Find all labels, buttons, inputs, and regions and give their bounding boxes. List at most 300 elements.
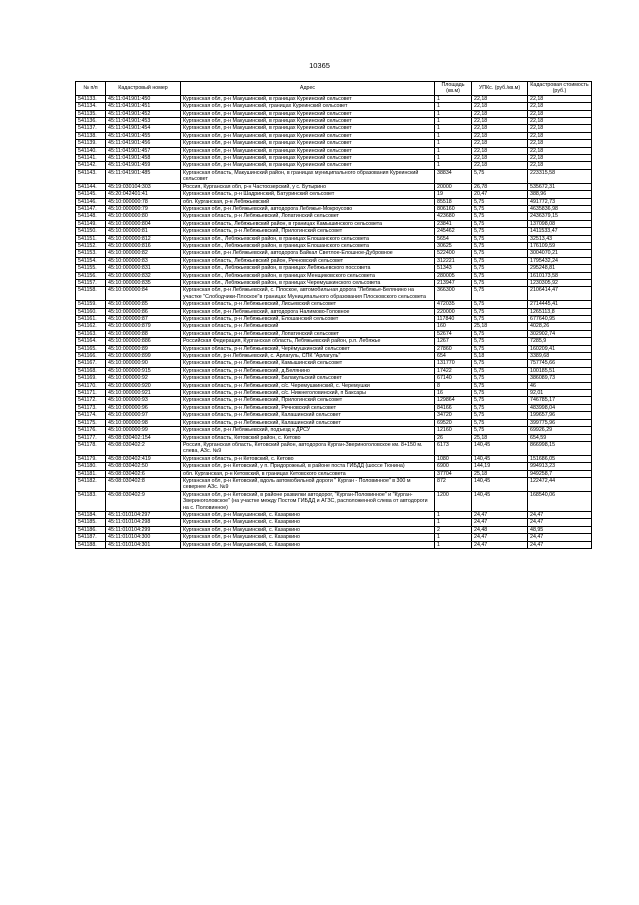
cell-cadastral-value: 176109,59 [528, 242, 592, 249]
cell-cadastral-value: 491772,73 [528, 198, 592, 205]
cell-area: 117840 [435, 316, 472, 323]
cell-area: 423680 [435, 213, 472, 220]
cell-index: 541140. [76, 147, 106, 154]
cell-cadastral-value: 92,01 [528, 390, 592, 397]
cell-index: 541151. [76, 235, 106, 242]
cell-upks: 22,18 [472, 155, 528, 162]
table-row [76, 162, 592, 169]
cell-address: Курганская обл, р-н Макушинский, в границах Куреинский сельсовет [181, 110, 435, 117]
cell-cadastral-value: 24,47 [528, 541, 592, 548]
cell-index: 541181. [76, 470, 106, 477]
cell-upks: 5,75 [472, 382, 528, 389]
cell-index: 541133. [76, 95, 106, 102]
cell-area: 27860 [435, 345, 472, 352]
table-row [76, 455, 592, 462]
cell-area: 129864 [435, 397, 472, 404]
cell-cadastral-number: 45:10:000000:85 [106, 301, 181, 308]
cell-upks: 22,18 [472, 125, 528, 132]
cell-cadastral-value: 388,96 [528, 191, 592, 198]
cell-area: 30625 [435, 242, 472, 249]
cell-address: Курганская область, р-н Лебяжьевский, Лопатинский сельсовет [181, 213, 435, 220]
cell-area: 522400 [435, 250, 472, 257]
cell-area: 8 [435, 382, 472, 389]
cell-upks: 22,18 [472, 140, 528, 147]
cell-address: Курганская обл, р-н Лебяжьевский, с. Плоское, автомобильная дорога "Лебяжье-Белянино на участке "Слободчики-Плоское"в границах Муниципального образования Плосковского сельсовета [181, 287, 435, 301]
cell-cadastral-number: 45:11:041901:450 [106, 95, 181, 102]
cell-cadastral-number: 45:10:000000:93 [106, 397, 181, 404]
cell-address: обл. Курганская, р-н Кетовский, в границах Кетовского сельсовета [181, 470, 435, 477]
cell-area: 1 [435, 162, 472, 169]
table-row [76, 491, 592, 511]
cell-cadastral-number: 45:11:010104:298 [106, 519, 181, 526]
cell-cadastral-number: 45:10:000000:920 [106, 382, 181, 389]
table-row [76, 330, 592, 337]
cell-address: Курганская обл., Лебяжьевский район, в границах Черемушкинского сельсовета [181, 279, 435, 286]
cell-cadastral-value: 746785,17 [528, 397, 592, 404]
cell-index: 541161. [76, 316, 106, 323]
cell-area: 1 [435, 519, 472, 526]
cell-cadastral-number: 45:20:042401:41 [106, 191, 181, 198]
cell-upks: 5,75 [472, 330, 528, 337]
cell-cadastral-number: 45:10:000000:78 [106, 198, 181, 205]
cell-area: 85518 [435, 198, 472, 205]
cell-cadastral-number: 45:11:041901:485 [106, 169, 181, 183]
cell-upks: 5,75 [472, 213, 528, 220]
cell-cadastral-number: 45:10:000000:80 [106, 213, 181, 220]
table-row [76, 367, 592, 374]
cell-upks: 24,48 [472, 526, 528, 533]
cell-cadastral-value: 24,47 [528, 511, 592, 518]
cell-area: 1 [435, 103, 472, 110]
cell-address: Курганская область, р-н Лебяжьевский, с/с. Нижнеголовинский, п Баксары [181, 390, 435, 397]
cell-address: Курганская обл, р-н Макушинский, в границах Куреинский сельсовет [181, 140, 435, 147]
cell-area: 34720 [435, 412, 472, 419]
cell-index: 541170. [76, 382, 106, 389]
cell-area: 213947 [435, 279, 472, 286]
cell-index: 541168. [76, 367, 106, 374]
cell-area: 1080 [435, 455, 472, 462]
cell-index: 541175. [76, 419, 106, 426]
cell-cadastral-number: 45:11:041901:455 [106, 132, 181, 139]
cell-address: Курганская обл., Лебяжьевский район, в границах Елошанского сельсовета [181, 242, 435, 249]
cell-address: Курганская область, р-н Шадринский, Батуринский сельсовет [181, 191, 435, 198]
cell-cadastral-number: 45:08:030402:8 [106, 477, 181, 491]
cell-upks: 22,18 [472, 110, 528, 117]
header-address: Адрес [181, 82, 435, 96]
cell-cadastral-value: 7285,9 [528, 338, 592, 345]
cell-address: Курганская область, Лебяжьевский район, в границах Камышинского сельсовета [181, 220, 435, 227]
table-row [76, 541, 592, 548]
cell-address: Курганская обл, р-н Макушинский, в границах Куреинский сельсовет [181, 118, 435, 125]
table-row [76, 287, 592, 301]
cell-upks: 5,75 [472, 427, 528, 434]
cell-address: Курганская область, Лебяжьевский район, Речновский сельсовет [181, 257, 435, 264]
cell-index: 541166. [76, 353, 106, 360]
cell-index: 541134. [76, 103, 106, 110]
cell-cadastral-value: 4028,26 [528, 323, 592, 330]
cell-cadastral-number: 45:10:000000:804 [106, 220, 181, 227]
cell-upks: 5,75 [472, 279, 528, 286]
cell-cadastral-number: 45:10:000000:89 [106, 345, 181, 352]
page-number: 10365 [309, 61, 330, 70]
cell-index: 541167. [76, 360, 106, 367]
cell-cadastral-value: 22,18 [528, 110, 592, 117]
cell-index: 541141. [76, 155, 106, 162]
table-row [76, 397, 592, 404]
cell-upks: 140,45 [472, 477, 528, 491]
cell-area: 1 [435, 110, 472, 117]
cell-area: 131770 [435, 360, 472, 367]
cell-area: 1 [435, 534, 472, 541]
cell-cadastral-value: 757745,66 [528, 360, 592, 367]
cell-address: Курганская обл, р-н Макушинский, в границах Куреинский сельсовет [181, 95, 435, 102]
cell-upks: 5,75 [472, 265, 528, 272]
cell-area: 312221 [435, 257, 472, 264]
cell-cadastral-number: 45:08:030402:50 [106, 463, 181, 470]
cell-area: 654 [435, 353, 472, 360]
cell-index: 541146. [76, 198, 106, 205]
cell-index: 541172. [76, 397, 106, 404]
cell-address: Курганская обл, р-н Макушинский, с. Казаркино [181, 526, 435, 533]
table-row [76, 434, 592, 441]
cell-area: 160 [435, 323, 472, 330]
cell-cadastral-number: 45:10:000000:83 [106, 257, 181, 264]
cell-index: 541147. [76, 205, 106, 212]
cell-upks: 5,75 [472, 404, 528, 411]
cell-address: Курганская область, р-н Лебяжьевский, Прилогинский сельсовет [181, 228, 435, 235]
cell-area: 52674 [435, 330, 472, 337]
cell-upks: 26,78 [472, 183, 528, 190]
table-row [76, 250, 592, 257]
cell-index: 541185. [76, 519, 106, 526]
cell-cadastral-value: 22,18 [528, 103, 592, 110]
cell-upks: 5,75 [472, 301, 528, 308]
table-row [76, 316, 592, 323]
cell-cadastral-value: 151686,05 [528, 455, 592, 462]
cell-area: 6900 [435, 463, 472, 470]
cell-address: Курганская область, р-н Лебяжьевский, д.Белянино [181, 367, 435, 374]
cell-area: 245462 [435, 228, 472, 235]
cell-cadastral-number: 45:11:010104:301 [106, 541, 181, 548]
cell-cadastral-value: 535672,31 [528, 183, 592, 190]
cell-cadastral-number: 45:10:000000:816 [106, 242, 181, 249]
cell-address: Курганская обл, р-н Кетовский, вдоль автомобильной дороги " Курган - Половинное" в 300 м севернее АЗс. №9 [181, 477, 435, 491]
cell-cadastral-number: 45:10:000000:86 [106, 308, 181, 315]
cell-cadastral-number: 45:11:041901:454 [106, 125, 181, 132]
header-upks: УПКс. (руб./кв.м) [472, 82, 528, 96]
cell-cadastral-value: 1610173,58 [528, 272, 592, 279]
table-row [76, 103, 592, 110]
cell-cadastral-number: 45:08:030402:9 [106, 491, 181, 511]
cell-address: Курганская обл, р-н Лебяжьевский, с. Арлагуль, СПК "Арлагуль" [181, 353, 435, 360]
cell-upks: 24,47 [472, 534, 528, 541]
cell-address: Курганская обл, р-н Макушинский, в границах Куреинский сельсовет [181, 155, 435, 162]
cell-cadastral-number: 45:10:000000:84 [106, 287, 181, 301]
cell-address: Курганская обл., Лебяжьевский район, в границах Елошанского сельсовета [181, 235, 435, 242]
cell-upks: 5,75 [472, 338, 528, 345]
cell-cadastral-number: 45:10:000000:899 [106, 353, 181, 360]
table-row [76, 390, 592, 397]
cell-cadastral-value: 168540,06 [528, 491, 592, 511]
table-row [76, 441, 592, 455]
cell-cadastral-value: 949258,7 [528, 470, 592, 477]
cell-cadastral-value: 4635836,98 [528, 205, 592, 212]
cell-cadastral-number: 45:11:010104:300 [106, 534, 181, 541]
table-row [76, 198, 592, 205]
table-row [76, 404, 592, 411]
table-row [76, 279, 592, 286]
cell-index: 541148. [76, 213, 106, 220]
cell-cadastral-number: 45:08:030402:419 [106, 455, 181, 462]
table-row [76, 345, 592, 352]
cell-index: 541154. [76, 257, 106, 264]
table-row [76, 419, 592, 426]
cell-upks: 5,75 [472, 198, 528, 205]
header-area: Площадь (кв.м) [435, 82, 472, 96]
cell-upks: 5,75 [472, 220, 528, 227]
table-row [76, 228, 592, 235]
cell-cadastral-number: 45:10:000000:81 [106, 228, 181, 235]
cell-cadastral-value: 677640,95 [528, 316, 592, 323]
cell-cadastral-number: 45:11:041901:458 [106, 155, 181, 162]
cell-index: 541177. [76, 434, 106, 441]
cell-upks: 5,75 [472, 316, 528, 323]
cell-cadastral-value: 24,47 [528, 519, 592, 526]
cell-index: 541138. [76, 132, 106, 139]
table-row [76, 205, 592, 212]
cell-address: Курганская обл, р-н Лебяжьевский, автодорога Лебяжье-Мокроусово [181, 205, 435, 212]
header-cadastral-number: Кадастровый номер [106, 82, 181, 96]
cell-index: 541143. [76, 169, 106, 183]
cell-cadastral-number: 45:10:000000:82 [106, 250, 181, 257]
cell-area: 67140 [435, 375, 472, 382]
cell-cadastral-value: 1411533,47 [528, 228, 592, 235]
cell-upks: 22,18 [472, 118, 528, 125]
cell-upks: 5,75 [472, 250, 528, 257]
table-row [76, 519, 592, 526]
cell-upks: 22,18 [472, 162, 528, 169]
cell-address: Россия, Курганская обл, р-н Частоозерский, у с. Бутырино [181, 183, 435, 190]
cell-cadastral-number: 45:10:000000:88 [106, 330, 181, 337]
cell-cadastral-number: 45:11:010104:297 [106, 511, 181, 518]
table-row [76, 220, 592, 227]
cell-cadastral-number: 45:10:000000:812 [106, 235, 181, 242]
cell-upks: 5,75 [472, 397, 528, 404]
cell-address: Курганская обл, р-н Макушинский, в границах Куреинский сельсовет [181, 147, 435, 154]
cell-area: 806160 [435, 205, 472, 212]
cell-address: Курганская обл, р-н Макушинский, с. Казаркино [181, 519, 435, 526]
cell-cadastral-value: 2436379,15 [528, 213, 592, 220]
cell-index: 541153. [76, 250, 106, 257]
cell-cadastral-value: 22,18 [528, 125, 592, 132]
cell-index: 541178. [76, 441, 106, 455]
cell-index: 541159. [76, 301, 106, 308]
cell-cadastral-number: 45:11:041901:457 [106, 147, 181, 154]
cell-area: 366300 [435, 287, 472, 301]
cell-cadastral-number: 45:11:041901:453 [106, 118, 181, 125]
cell-index: 541160. [76, 308, 106, 315]
cell-index: 541180. [76, 463, 106, 470]
cell-cadastral-value: 22,18 [528, 147, 592, 154]
table-row [76, 301, 592, 308]
cell-cadastral-value: 3389,68 [528, 353, 592, 360]
table-row [76, 257, 592, 264]
cell-cadastral-value: 1795432,24 [528, 257, 592, 264]
table-row [76, 338, 592, 345]
cell-address: Курганская область, р-н Лебяжьевский, Балакульский сельсовет [181, 375, 435, 382]
cell-cadastral-value: 122472,44 [528, 477, 592, 491]
cell-area: 12160 [435, 427, 472, 434]
cell-area: 472035 [435, 301, 472, 308]
table-row [76, 155, 592, 162]
cell-cadastral-value: 2714445,41 [528, 301, 592, 308]
cell-index: 541165. [76, 345, 106, 352]
cell-cadastral-value: 24,47 [528, 534, 592, 541]
table-row [76, 132, 592, 139]
cell-upks: 5,75 [472, 169, 528, 183]
cell-index: 541149. [76, 220, 106, 227]
cell-cadastral-value: 654,59 [528, 434, 592, 441]
cell-upks: 5,75 [472, 272, 528, 279]
cell-area: 1 [435, 95, 472, 102]
cell-index: 541176. [76, 427, 106, 434]
cell-index: 541179. [76, 455, 106, 462]
cell-index: 541163. [76, 330, 106, 337]
table-row [76, 323, 592, 330]
cell-cadastral-number: 45:08:030402:2 [106, 441, 181, 455]
cell-index: 541184. [76, 511, 106, 518]
cell-address: Курганская обл, р-н Лебяжьевский, автодорога Байкал Светлое-Елошное-Дубровное [181, 250, 435, 257]
cell-index: 541144. [76, 183, 106, 190]
cell-upks: 5,75 [472, 390, 528, 397]
table-row [76, 95, 592, 102]
cell-address: Курганская обл, р-н Макушинский, в границах Куреинский сельсовет [181, 125, 435, 132]
cell-area: 1 [435, 511, 472, 518]
cell-area: 6173 [435, 441, 472, 455]
cell-cadastral-value: 994913,23 [528, 463, 592, 470]
table-row [76, 477, 592, 491]
cell-index: 541157. [76, 279, 106, 286]
cell-index: 541173. [76, 404, 106, 411]
cell-upks: 22,18 [472, 103, 528, 110]
cell-address: Курганская обл, р-н Макушинский, границах Куреинский сельсовет [181, 103, 435, 110]
table-row [76, 110, 592, 117]
cell-index: 541171. [76, 390, 106, 397]
cell-index: 541145. [76, 191, 106, 198]
cell-index: 541182. [76, 477, 106, 491]
table-row [76, 463, 592, 470]
cell-cadastral-value: 399775,96 [528, 419, 592, 426]
cell-cadastral-number: 45:11:010104:299 [106, 526, 181, 533]
cell-address: Курганская область, р-н Лебяжьевский, Прилогинский сельсовет [181, 397, 435, 404]
cell-address: Курганская область, Макушинский район, в границах муниципального образования Куреинский сельсовет [181, 169, 435, 183]
cell-address: Курганская обл, р-н Лебяжьевский, подъезд к ДРСУ [181, 427, 435, 434]
table-body [76, 95, 592, 548]
cell-cadastral-number: 45:10:000000:831 [106, 265, 181, 272]
cell-upks: 140,45 [472, 455, 528, 462]
cell-cadastral-value: 199657,96 [528, 412, 592, 419]
cell-cadastral-number: 45:10:000000:879 [106, 323, 181, 330]
cell-cadastral-value: 22,18 [528, 155, 592, 162]
cell-upks: 5,75 [472, 287, 528, 301]
cell-cadastral-number: 45:10:000000:832 [106, 272, 181, 279]
cell-area: 2 [435, 526, 472, 533]
cell-address: Курганская обл, р-н Макушинский, в границах Куреинский сельсовет [181, 162, 435, 169]
cell-index: 541139. [76, 140, 106, 147]
cell-cadastral-number: 45:11:041901:456 [106, 140, 181, 147]
cell-area: 1 [435, 140, 472, 147]
cell-address: Курганская область, р-н Лебяжьевский [181, 323, 435, 330]
table-row [76, 125, 592, 132]
cell-cadastral-number: 45:10:000000:99 [106, 427, 181, 434]
cell-address: Курганская область, р-н Лебяжьевский, Елошанский сельсовет [181, 316, 435, 323]
cell-area: 1 [435, 132, 472, 139]
table-row [76, 191, 592, 198]
cell-cadastral-value: 223315,58 [528, 169, 592, 183]
cell-cadastral-number: 45:10:000000:921 [106, 390, 181, 397]
table-row [76, 427, 592, 434]
cell-upks: 5,75 [472, 367, 528, 374]
cell-area: 220000 [435, 308, 472, 315]
cell-cadastral-value: 3004070,21 [528, 250, 592, 257]
cell-upks: 5,75 [472, 345, 528, 352]
table-row [76, 118, 592, 125]
header-cadastral-value: Кадастровая стоимость (руб.) [528, 82, 592, 96]
cell-cadastral-number: 45:11:041901:459 [106, 162, 181, 169]
cell-area: 1 [435, 147, 472, 154]
cell-cadastral-number: 45:08:030402:154 [106, 434, 181, 441]
cell-cadastral-value: 1230305,92 [528, 279, 592, 286]
table-row [76, 235, 592, 242]
header-index: № п/п [76, 82, 106, 96]
table-header-row [76, 82, 592, 96]
cell-index: 541150. [76, 228, 106, 235]
table-row [76, 242, 592, 249]
cell-cadastral-value: 32513,43 [528, 235, 592, 242]
table-row [76, 140, 592, 147]
cell-area: 69520 [435, 419, 472, 426]
cell-cadastral-value: 46 [528, 382, 592, 389]
cell-area: 38834 [435, 169, 472, 183]
cell-area: 51343 [435, 265, 472, 272]
cell-index: 541152. [76, 242, 106, 249]
cell-upks: 5,75 [472, 419, 528, 426]
cell-cadastral-value: 22,18 [528, 140, 592, 147]
cell-cadastral-number: 45:19:030104:303 [106, 183, 181, 190]
cell-cadastral-value: 2106414,47 [528, 287, 592, 301]
cell-cadastral-value: 48,95 [528, 526, 592, 533]
cell-cadastral-value: 483998,04 [528, 404, 592, 411]
cell-area: 1 [435, 118, 472, 125]
cell-address: Курганская обл, р-н Кетовский, у п. Придорожный, в районе поста ГИБДД (шоссе Тюнина) [181, 463, 435, 470]
cell-cadastral-number: 45:10:000000:96 [106, 404, 181, 411]
cell-cadastral-number: 45:11:041901:451 [106, 103, 181, 110]
cell-upks: 22,18 [472, 95, 528, 102]
cell-cadastral-value: 22,18 [528, 162, 592, 169]
cell-cadastral-number: 45:10:000000:915 [106, 367, 181, 374]
cell-index: 541137. [76, 125, 106, 132]
cell-area: 280005 [435, 272, 472, 279]
cell-address: Курганская область, Кетовский район, с. Кетово [181, 434, 435, 441]
table-row [76, 375, 592, 382]
cell-index: 541158. [76, 287, 106, 301]
cell-cadastral-value: 1265113,8 [528, 308, 592, 315]
cell-area: 20000 [435, 183, 472, 190]
cell-upks: 5,18 [472, 353, 528, 360]
cell-upks: 24,47 [472, 519, 528, 526]
table-row [76, 534, 592, 541]
cell-upks: 5,75 [472, 205, 528, 212]
